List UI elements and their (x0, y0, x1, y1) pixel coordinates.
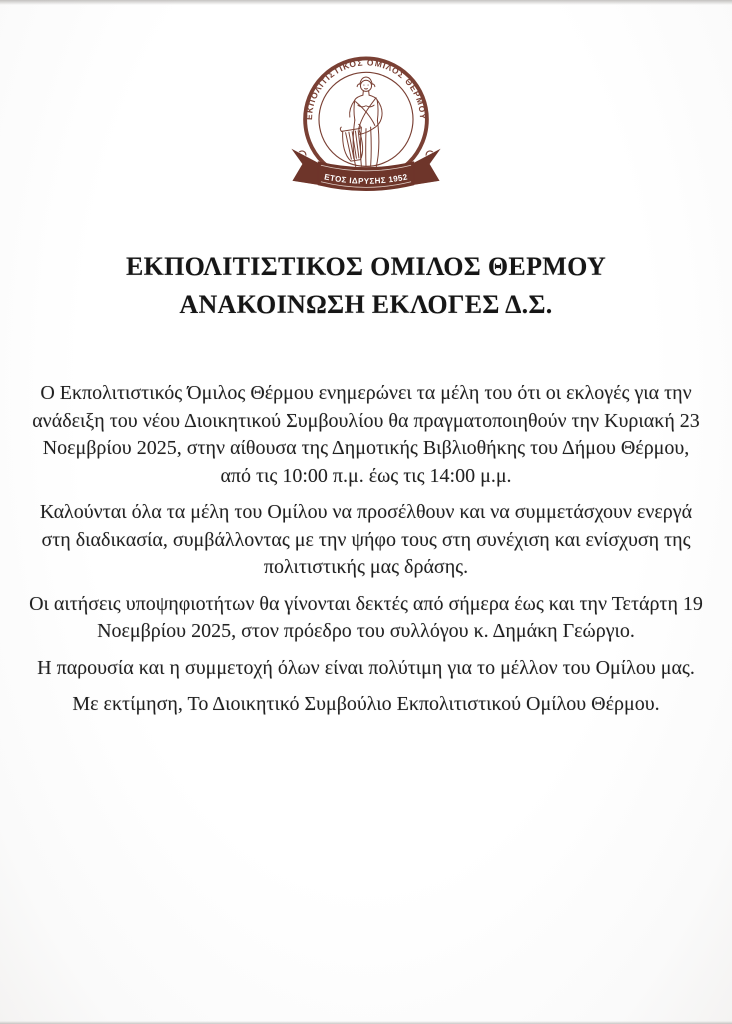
body-paragraph-candidacies: Οι αιτήσεις υποψηφιοτήτων θα γίνονται δεκτές από σήμερα έως και την Τετάρτη 19 Νοεμβρίου 2025, στον πρόεδρο του συλλόγου κ. Δημάκη Γεώργιο. (29, 592, 703, 642)
club-logo (281, 50, 451, 208)
announcement-body (28, 380, 704, 719)
body-paragraph-invitation: Καλούνται όλα τα μέλη του Ομίλου να προσέλθουν και να συμμετάσχουν ενεργά στη διαδικασία, συμβάλλοντας με την ψήφο τους στη συνέχιση και ενίσχυση της πολιτιστικής μας δράσης. (39, 501, 693, 578)
body-paragraph-importance: Η παρουσία και η συμμετοχή όλων είναι πολύτιμη για το μέλλον του Ομίλου μας. (37, 656, 695, 679)
founding-year-text: ΕΤΟΣ ΙΔΡΥΣΗΣ 1952 (323, 172, 409, 186)
org-title-line: ΕΚΠΟΛΙΤΙΣΤΙΚΟΣ ΟΜΙΛΟΣ ΘΕΡΜΟΥ (125, 252, 607, 281)
logo-arc-text: ΕΚΠΟΛΙΤΙΣΤΙΚΟΣ ΟΜΙΛΟΣ ΘΕΡΜΟΥ (303, 57, 429, 121)
announcement-subtitle-line: ΑΝΑΚΟΙΝΩΣΗ ΕΚΛΟΓΕΣ Δ.Σ. (179, 290, 553, 319)
document-title (0, 248, 732, 324)
logo-container (0, 50, 732, 208)
body-paragraph-election-info: Ο Εκπολιτιστικός Όμιλος Θέρμου ενημερώνει τα μέλη του ότι οι εκλογές για την ανάδειξη του νέου Διοικητικού Συμβουλίου θα πραγματοποιηθούν την Κυριακή 23 Νοεμβρίου 2025, στην αίθουσα της Δημοτικής Βιβλιοθήκης του Δήμου Θέρμου, από τις 10:00 π.μ. έως τις 14:00 μ.μ. (32, 382, 700, 487)
body-paragraph-signature: Με εκτίμηση, Το Διοικητικό Συμβούλιο Εκπολιτιστικού Ομίλου Θέρμου. (72, 693, 660, 715)
